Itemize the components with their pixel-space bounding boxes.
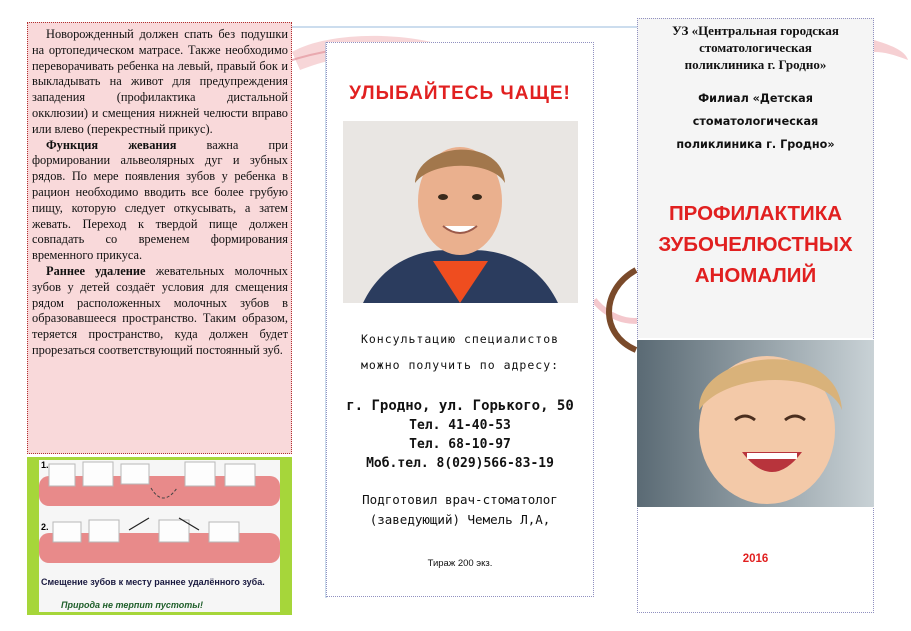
branch-line-2: стоматологическая (692, 115, 819, 128)
branch-line-3: поликлиника г. Гродно» (676, 138, 835, 151)
organization-name (637, 22, 874, 73)
teeth-motto: Природа не терпит пустоты! (61, 600, 203, 610)
boy-photo (343, 121, 578, 303)
org-line-2: стоматологическая (699, 40, 812, 55)
teeth-illustration (39, 460, 280, 612)
teeth-figure (27, 457, 292, 615)
early-removal-heading: Раннее удаление (46, 263, 146, 278)
branch-name (637, 87, 874, 156)
figure-label-2: 2. (41, 522, 49, 532)
paragraph-newborn: Новорожденный должен спать без подушки на ортопедическом матрасе. Также необходимо переворачивать ребенка на левый, правый бок и выкладывать на живот для предупреждения западения (профилактика дистальной окклюзии) и смещения нижней челюсти вправо или влево (перекрестный прикус). (32, 27, 288, 136)
left-text-panel (27, 22, 292, 454)
figure-label-1: 1. (41, 460, 49, 470)
title-line-3: АНОМАЛИЙ (694, 264, 817, 287)
org-line-3: поликлиника г. Гродно» (684, 57, 827, 72)
consult-line-2: можно получить по адресу: (360, 358, 560, 372)
title-line-1: ПРОФИЛАКТИКА (668, 202, 843, 225)
main-title (637, 198, 874, 291)
prepared-by-line-2: (заведующий) Чемель Л,А, (369, 512, 551, 527)
phone-1: Тел. 41-40-53 (409, 418, 511, 433)
teeth-drawing (39, 460, 280, 575)
prepared-by-line-1: Подготовил врач-стоматолог (362, 492, 558, 507)
chewing-text: важна при формировании альвеолярных дуг и зубных рядов. По мере появления зубов у ребенка в рацион необходимо вводить все более грубую пищу, которую следует откусывать, а затем жевать. Переход к твердой пище должен совпадать со временем формирования временного прикуса. (32, 137, 289, 263)
year: 2016 (742, 553, 769, 565)
org-line-1: УЗ «Центральная городская (672, 23, 839, 38)
mobile-phone: Моб.тел. 8(029)566-83-19 (366, 456, 554, 471)
smile-title: УЛЫБАЙТЕСЬ ЧАЩЕ! (349, 83, 571, 104)
chewing-heading: Функция жевания (46, 137, 177, 152)
consult-line-1: Консультацию специалистов (360, 332, 560, 346)
paragraph-chewing (32, 138, 288, 264)
address: г. Гродно, ул. Горького, 50 (346, 398, 574, 414)
phone-2: Тел. 68-10-97 (409, 437, 511, 452)
print-run: Тираж 200 экз. (427, 558, 493, 569)
title-line-2: ЗУБОЧЕЛЮСТНЫХ (658, 233, 853, 256)
paragraph-early-removal (32, 264, 288, 359)
branch-line-1: Филиал «Детская (698, 92, 813, 105)
early-removal-text: жевательных молочных зубов у детей создаёт условия для смещения рядом расположенных молочных зубов в образовавшееся пространство. Таким образом, теряется пространство, куда должен будет прорезаться соответствующий постоянный зуб. (32, 263, 288, 357)
teeth-caption: Смещение зубов к месту раннее удалённого зуба. (41, 577, 265, 587)
girl-photo (637, 340, 874, 507)
